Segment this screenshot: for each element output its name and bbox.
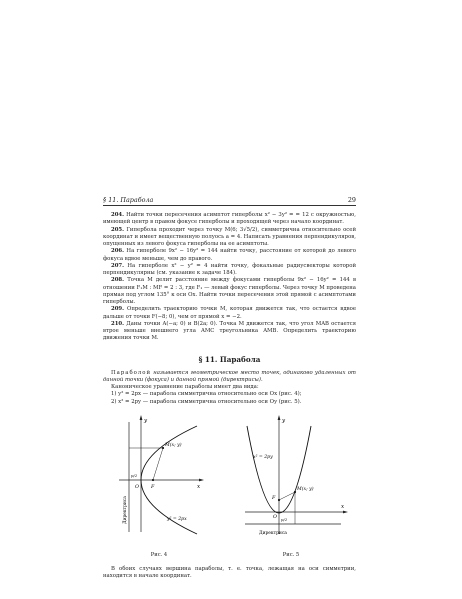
fig5-y-label: y (282, 417, 286, 424)
problem-207 (103, 263, 356, 278)
fig5-x-label: x (341, 503, 345, 510)
header-section: § 11. Парабола (103, 196, 154, 204)
document-page (103, 196, 356, 580)
problem-text: Даны точки A(−a; 0) и B(2a; 0). Точка M движется так, что угол MAB остается втрое меньше внешнего угла AMC треугольника AMB. Определить траекторию движения точки M. (103, 320, 357, 342)
fig5-origin-label: O (273, 514, 277, 520)
definition-term: Параболой (111, 369, 152, 376)
fig4-equation-label: y² = 2px (167, 516, 187, 522)
problem-text: Точка M делит расстояние между фокусами гиперболы 9x² − 16y² = 144 в отношении F₁M : MF = 2 : 3, где F₁ — левый фокус гиперболы. Через точку M проведена прямая под углом 135° к оси Ox. Найти точки пересечения этой прямой с асимптотами гиперболы. (103, 277, 356, 305)
figure-4 (111, 412, 207, 556)
figure-5-drawing (241, 412, 351, 552)
figures (103, 412, 356, 562)
definition-text: называется геометрическое место точек, одинаково удаленных от данной точки (фокуса) и данной прямой (директрисы). (103, 369, 356, 383)
problem-208 (103, 277, 356, 306)
equation-2: 2) x² = 2py — парабола симметрична относительно оси Oy (рис. 5). (111, 398, 302, 405)
fig4-y-arrow (140, 415, 143, 420)
fig5-focal-radius (279, 492, 295, 500)
fig5-m-label: M(x; y) (297, 486, 314, 492)
problem-205 (103, 227, 356, 249)
fig5-directrix-label: Директриса (259, 530, 287, 536)
running-header (103, 196, 356, 206)
fig5-focus-label: F (272, 495, 276, 501)
problem-206 (103, 248, 356, 263)
fig4-x-arrow (199, 478, 204, 481)
problem-210 (103, 321, 356, 343)
problem-number: 209. (111, 306, 125, 313)
fig4-m-label: M(x; y) (165, 442, 182, 448)
fig5-p-label: p/2 (281, 516, 288, 522)
definition-paragraph (103, 370, 356, 385)
fig4-y-label: y (144, 417, 148, 424)
section-title: § 11. Парабола (198, 354, 261, 364)
problem-number: 204. (111, 212, 125, 218)
problem-text: Гипербола проходит через точку M(6; 3√5/2), симметрична относительно осей координат и имеет вещественную полуось a = 4. Написать уравнения перпендикуляров, опущенных из левого фокуса гиперболы на ее асимптоты. (103, 226, 357, 247)
fig4-x-label: x (197, 483, 201, 490)
fig4-p-label: p/2 (131, 472, 138, 478)
problem-number: 208. (111, 277, 125, 284)
fig5-x-arrow (343, 510, 348, 513)
problem-number: 210. (111, 320, 125, 327)
fig4-directrix-label: Директриса (123, 495, 128, 524)
figure-4-caption: Рис. 4 (150, 551, 168, 558)
figure-5 (241, 412, 351, 556)
page-number: 29 (347, 196, 356, 204)
fig5-y-arrow (278, 415, 281, 420)
figure-4-drawing (111, 412, 207, 552)
problem-number: 206. (111, 248, 125, 255)
problem-list (103, 212, 356, 343)
fig5-equation-label: x² = 2py (253, 454, 273, 460)
fig4-focus-label: F (151, 484, 155, 490)
canonical-line: Каноническое уравнение параболы имеет два вида: (111, 384, 259, 390)
problem-number: 207. (111, 262, 125, 269)
figure-5-caption: Рис. 5 (282, 551, 300, 558)
problem-text: Найти точки пересечения асимптот гиперболы x² − 3y² = = 12 с окружностью, имеющей центр в правом фокусе гиперболы и проходящей через начало координат. (103, 212, 357, 226)
problem-text: Определить траекторию точки M, которая движется так, что остается вдвое дальше от точки F(−8; 0), чем от прямой x = −2. (103, 306, 356, 320)
problem-text: На гиперболе 9x² − 16y² = 144 найти точку, расстояние от которой до левого фокуса вдвое меньше, чем до правого. (103, 248, 356, 262)
problem-text: На гиперболе x² − y² = 4 найти точку, фокальные радиусвекторы которой перпендикулярны (см. указание к задаче 184). (103, 262, 357, 276)
problem-number: 205. (111, 226, 125, 233)
equation-1: 1) y² = 2px — парабола симметрична относительно оси Ox (рис. 4); (111, 391, 302, 398)
closing-paragraph: В обоих случаях вершина параболы, т. е. точка, лежащая на оси симметрии, находится в начале координат. (103, 565, 356, 579)
problem-204 (103, 212, 356, 227)
fig4-origin-label: O (135, 484, 139, 490)
problem-209 (103, 306, 356, 321)
